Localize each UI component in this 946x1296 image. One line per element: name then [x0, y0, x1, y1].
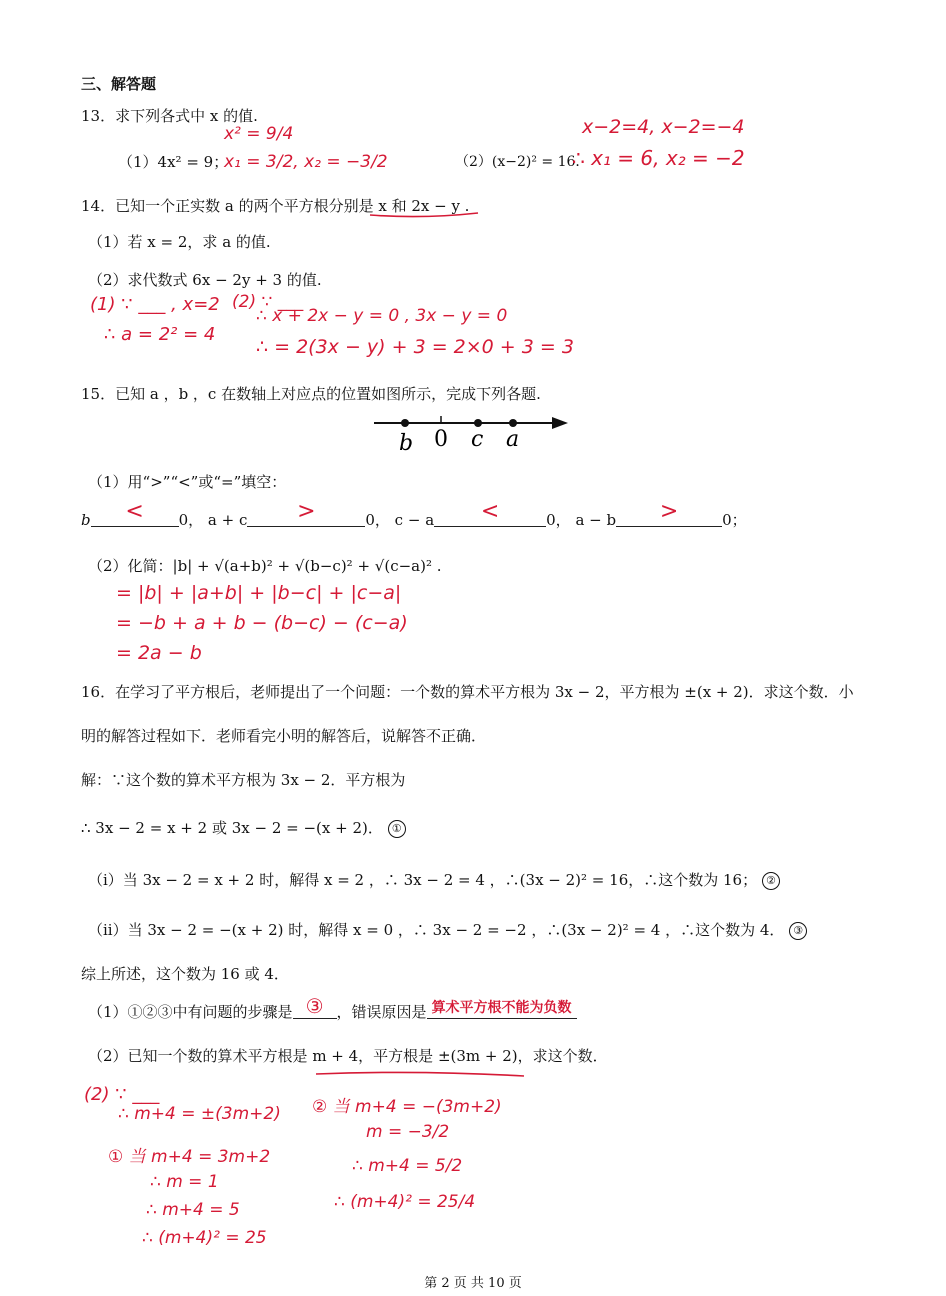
blank-reason[interactable] [427, 1002, 577, 1019]
q16-hw-left-4: ∴ m = 1 [150, 1172, 219, 1192]
q16-part1-text-a: （1）①②③中有问题的步骤是 [88, 1003, 293, 1021]
q14-part2: （2）求代数式 6x − 2y + 3 的值. [88, 271, 322, 289]
q16-part2: （2）已知一个数的算术平方根是 m + 4，平方根是 ±(3m + 2)，求这个数． [88, 1047, 608, 1065]
q13-stem: 13．求下列各式中 x 的值. [81, 107, 258, 125]
label-0: 0 [434, 427, 448, 452]
q16-hw-right-4: ∴ (m+4)² = 25/4 [334, 1192, 476, 1212]
q16-hw-right-3: ∴ m+4 = 5/2 [352, 1156, 463, 1176]
q16-case-i-text: （i）当 3x − 2 = x + 2 时，解得 x = 2 ，∴ 3x − 2 = 4 ，∴(3x − 2)² = 16，∴这个数为 16； [88, 871, 758, 889]
blank-3-answer: < [480, 499, 500, 524]
q14-hw2-line3: ∴ = 2(3x − y) + 3 = 2×0 + 3 = 3 [256, 336, 574, 358]
q16-hw-left-1: (2) ∵ ___ [84, 1084, 160, 1105]
q14-underline [368, 210, 480, 220]
blank-1[interactable] [91, 499, 179, 527]
q16-conclusion: 综上所述，这个数为 16 或 4． [81, 965, 289, 983]
q14-hw2-line1: (2) ∵ ___ [232, 292, 304, 312]
q13-hw2-line2: ∴ x₁ = 6, x₂ = −2 [572, 146, 745, 170]
label-a: a [506, 427, 520, 452]
q15-part1: （1）用“>”“<”或“=”填空： [88, 473, 287, 491]
blank-4[interactable] [616, 499, 722, 527]
blank-reason-answer: 算术平方根不能为负数 [431, 1000, 572, 1016]
label-b: b [399, 431, 414, 456]
section-title: 三、解答题 [81, 75, 157, 93]
q16-solution-line2 [81, 818, 406, 838]
q14-hw1-line1: (1) ∵ ___ , x=2 [90, 294, 220, 315]
q15-hw-line2: = −b + a + b − (b−c) − (c−a) [116, 612, 408, 634]
q15-part2: （2）化简：|b| + √(a+b)² + √(b−c)² + √(c−a)² . [88, 557, 442, 575]
fill-ca-label: 0， c − a [365, 511, 435, 529]
q14-hw1-line2: ∴ a = 2² = 4 [104, 324, 216, 345]
q16-stem-line1: 16．在学习了平方根后，老师提出了一个问题：一个数的算术平方根为 3x − 2，平方根为 ±(x + 2)．求这个数．小 [81, 683, 854, 701]
q16-hw-left-6: ∴ (m+4)² = 25 [142, 1228, 267, 1248]
q16-hw-left-2: ∴ m+4 = ±(3m+2) [118, 1104, 281, 1124]
q16-hw-right-2: m = −3/2 [366, 1122, 450, 1142]
q15-stem: 15．已知 a ，b ，c 在数轴上对应点的位置如图所示，完成下列各题. [81, 385, 541, 403]
q16-part1-text-b: ，错误原因是 [336, 1003, 427, 1021]
q16-case-ii [88, 920, 807, 940]
blank-step-answer: ③ [305, 994, 324, 1018]
q16-solution-line2-text: ∴ 3x − 2 = x + 2 或 3x − 2 = −(x + 2)． [81, 819, 383, 837]
q13-part1: （1）4x² = 9； [118, 153, 229, 171]
point-c [474, 419, 482, 427]
q14-stem: 14．已知一个正实数 a 的两个平方根分别是 x 和 2x − y . [81, 197, 470, 215]
blank-2-answer: > [297, 499, 316, 524]
q15-hw-line1: = |b| + |a+b| + |b−c| + |c−a| [116, 582, 402, 604]
q15-hw-line3: = 2a − b [116, 642, 202, 664]
blank-3[interactable] [434, 499, 546, 527]
q16-solution-line1: 解：∵这个数的算术平方根为 3x − 2．平方根为 [81, 771, 406, 789]
q13-hw1-line2: x₁ = 3/2, x₂ = −3/2 [224, 152, 388, 172]
q13-hw2-line1: x−2=4, x−2=−4 [582, 116, 745, 138]
q16-hw-left-3: ① 当 m+4 = 3m+2 [108, 1147, 271, 1167]
fill-end-label: 0； [722, 511, 747, 529]
step-1-marker: ① [388, 820, 406, 838]
blank-step[interactable] [293, 994, 337, 1019]
fill-b-label: b [81, 511, 91, 529]
q16-stem-line2: 明的解答过程如下．老师看完小明的解答后，说解答不正确． [81, 727, 487, 745]
blank-4-answer: > [659, 499, 679, 524]
fill-ac-label: 0， a + c [178, 511, 248, 529]
step-2-marker: ② [762, 872, 780, 890]
q13-hw1-line1: x² = 9/4 [224, 124, 294, 144]
q16-part1 [88, 994, 577, 1022]
point-a [509, 419, 517, 427]
number-line [372, 412, 572, 458]
q14-hw2-line2: ∴ x + 2x − y = 0 , 3x − y = 0 [256, 306, 508, 326]
number-line-arrow [552, 417, 568, 429]
q13-part2: （2）(x−2)² = 16． [455, 154, 590, 170]
q16-case-i [88, 870, 780, 890]
fill-amb-label: 0， a − b [546, 511, 617, 529]
blank-2[interactable] [247, 499, 365, 527]
q15-fill-row [81, 499, 747, 530]
q16-hw-right-1: ② 当 m+4 = −(3m+2) [312, 1097, 502, 1117]
step-3-marker: ③ [789, 922, 807, 940]
blank-1-answer: < [125, 499, 144, 524]
page-footer: 第 2 页 共 10 页 [424, 1276, 522, 1291]
q14-part1: （1）若 x = 2，求 a 的值. [88, 233, 271, 251]
label-c: c [471, 427, 484, 452]
q16-underline [314, 1068, 526, 1080]
q16-case-ii-text: （ii）当 3x − 2 = −(x + 2) 时，解得 x = 0 ，∴ 3x − 2 = −2 ，∴(3x − 2)² = 4 ，∴这个数为 4． [88, 921, 785, 939]
point-b [401, 419, 409, 427]
q16-hw-left-5: ∴ m+4 = 5 [146, 1200, 240, 1220]
